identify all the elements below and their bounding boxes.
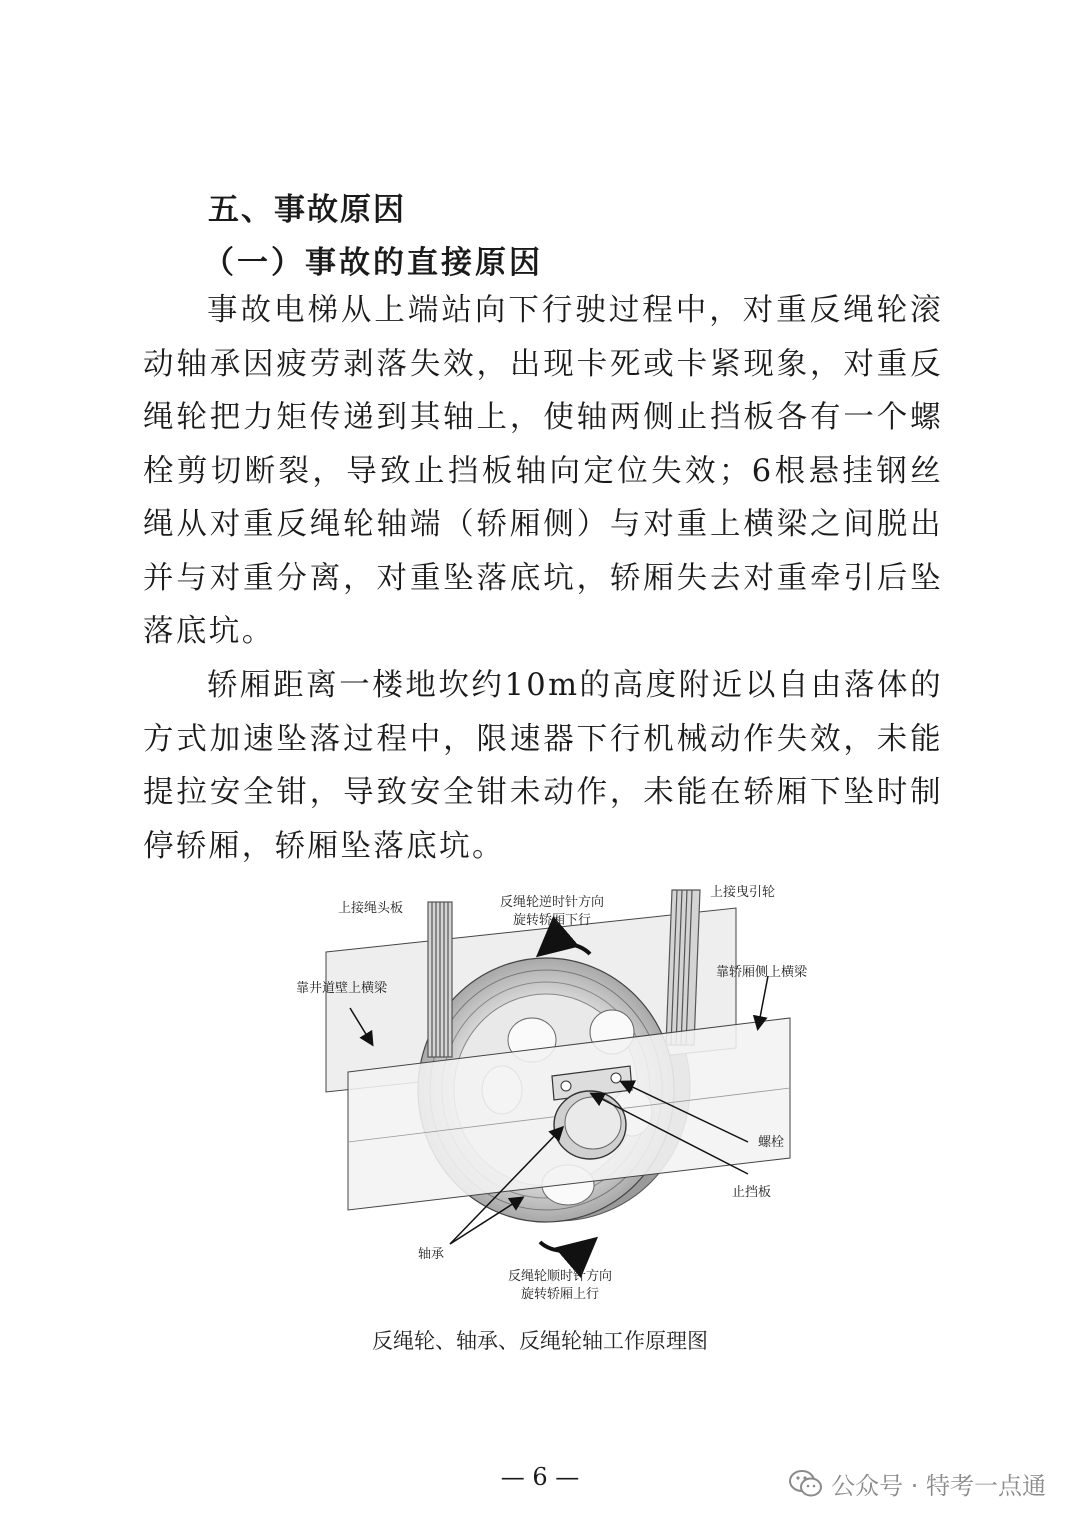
label-bolt: 螺栓 [758, 1135, 785, 1150]
label-traction-sheave: 上接曳引轮 [710, 885, 776, 900]
label-ccw-line-1: 反绳轮逆时针方向 [500, 895, 605, 910]
paragraph-direct-cause: 事故电梯从上端站向下行驶过程中，对重反绳轮滚动轴承因疲劳剥落失效，出现卡死或卡紧现象，对重反绳轮把力矩传递到其轴上，使轴两侧止挡板各有一个螺栓剪切断裂，导致止挡板轴向定位失效；6根悬挂钢丝绳从对重反绳轮轴端（轿厢侧）与对重上横梁之间脱出并与对重分离，对重坠落底坑，轿厢失去对重牵引后坠落底坑。 [143, 293, 943, 649]
pulley-diagram-drawing [290, 880, 830, 1320]
label-ccw-direction [500, 894, 604, 930]
watermark-text: 公众号 · 特考一点通 [831, 1472, 1046, 1500]
figure-caption: 反绳轮、轴承、反绳轮轴工作原理图 [372, 1329, 708, 1353]
label-cw-line-1: 反绳轮顺时针方向 [508, 1269, 613, 1284]
leader-car-beam [758, 976, 768, 1028]
label-ccw-line-2: 旋转轿厢下行 [513, 913, 592, 928]
label-wall-beam: 靠井道壁上横梁 [296, 981, 388, 996]
cw-rotation-arrow [540, 1242, 592, 1251]
label-car-beam: 靠轿厢侧上横梁 [716, 965, 808, 980]
subsection-heading: （一）事故的直接原因 [203, 245, 543, 281]
paragraph-governor-failure: 轿厢距离一楼地坎约10m的高度附近以自由落体的方式加速坠落过程中，限速器下行机械动作失效，未能提拉安全钳，导致安全钳未动作，未能在轿厢下坠时制停轿厢，轿厢坠落底坑。 [143, 668, 943, 864]
page-number: — 6 — [500, 1463, 580, 1491]
label-cw-line-2: 旋转轿厢上行 [521, 1287, 600, 1302]
pulley-diagram [290, 880, 830, 1320]
watermark [789, 1466, 1046, 1501]
label-bearing: 轴承 [418, 1247, 445, 1262]
bolt [611, 1073, 621, 1083]
label-stop-plate: 止挡板 [732, 1185, 772, 1200]
label-upper-rope-plate: 上接绳头板 [338, 901, 404, 916]
rope-bundle-left [428, 902, 452, 1057]
rope-bundle-right [666, 890, 700, 1045]
wechat-icon [789, 1469, 823, 1499]
label-cw-direction [508, 1268, 612, 1304]
bolt [561, 1081, 571, 1091]
section-heading: 五、事故原因 [208, 192, 406, 228]
